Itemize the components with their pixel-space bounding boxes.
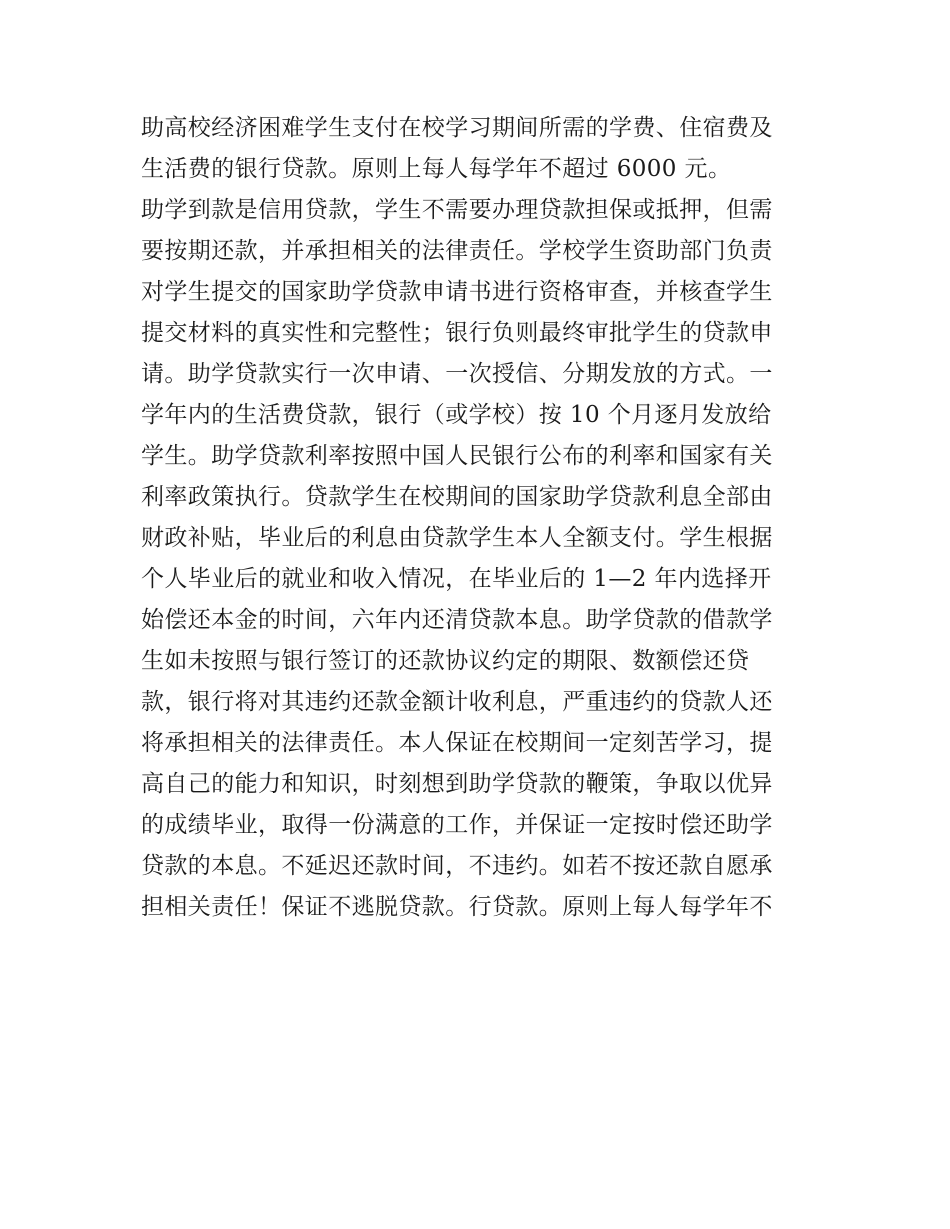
text-line: 款，银行将对其违约还款金额计收利息，严重违约的贷款人还: [141, 689, 773, 715]
text-line: 对学生提交的国家助学贷款申请书进行资格审查，并核查学生: [141, 279, 773, 305]
body-text: [141, 108, 821, 928]
text-line: 请。助学贷款实行一次申请、一次授信、分期发放的方式。一: [141, 361, 773, 387]
text-line: 贷款的本息。不延迟还款时间，不违约。如若不按还款自愿承: [141, 853, 773, 879]
text-line: 助学到款是信用贷款，学生不需要办理贷款担保或抵押，但需: [141, 197, 773, 223]
text-line: 生活费的银行贷款。原则上每人每学年不超过 6000 元。: [141, 156, 732, 182]
text-line: 生如未按照与银行签订的还款协议约定的期限、数额偿还贷: [141, 648, 750, 674]
text-line: 学年内的生活费贷款，银行（或学校）按 10 个月逐月发放给: [141, 402, 772, 428]
text-line: 高自己的能力和知识，时刻想到助学贷款的鞭策，争取以优异: [141, 771, 773, 797]
text-line: 担相关责任！保证不逃脱贷款。行贷款。原则上每人每学年不: [141, 894, 773, 920]
text-line: 将承担相关的法律责任。本人保证在校期间一定刻苦学习，提: [141, 730, 773, 756]
text-line: 财政补贴，毕业后的利息由贷款学生本人全额支付。学生根据: [141, 525, 773, 551]
text-line: 要按期还款，并承担相关的法律责任。学校学生资助部门负责: [141, 238, 773, 264]
text-line: 助高校经济困难学生支付在校学习期间所需的学费、住宿费及: [141, 115, 773, 141]
text-line: 提交材料的真实性和完整性；银行负则最终审批学生的贷款申: [141, 320, 773, 346]
text-line: 学生。助学贷款利率按照中国人民银行公布的利率和国家有关: [141, 443, 773, 469]
text-line: 利率政策执行。贷款学生在校期间的国家助学贷款利息全部由: [141, 484, 773, 510]
text-line: 始偿还本金的时间，六年内还清贷款本息。助学贷款的借款学: [141, 607, 773, 633]
text-line: 的成绩毕业，取得一份满意的工作，并保证一定按时偿还助学: [141, 812, 773, 838]
text-line: 个人毕业后的就业和收入情况，在毕业后的 1—2 年内选择开: [141, 566, 772, 592]
